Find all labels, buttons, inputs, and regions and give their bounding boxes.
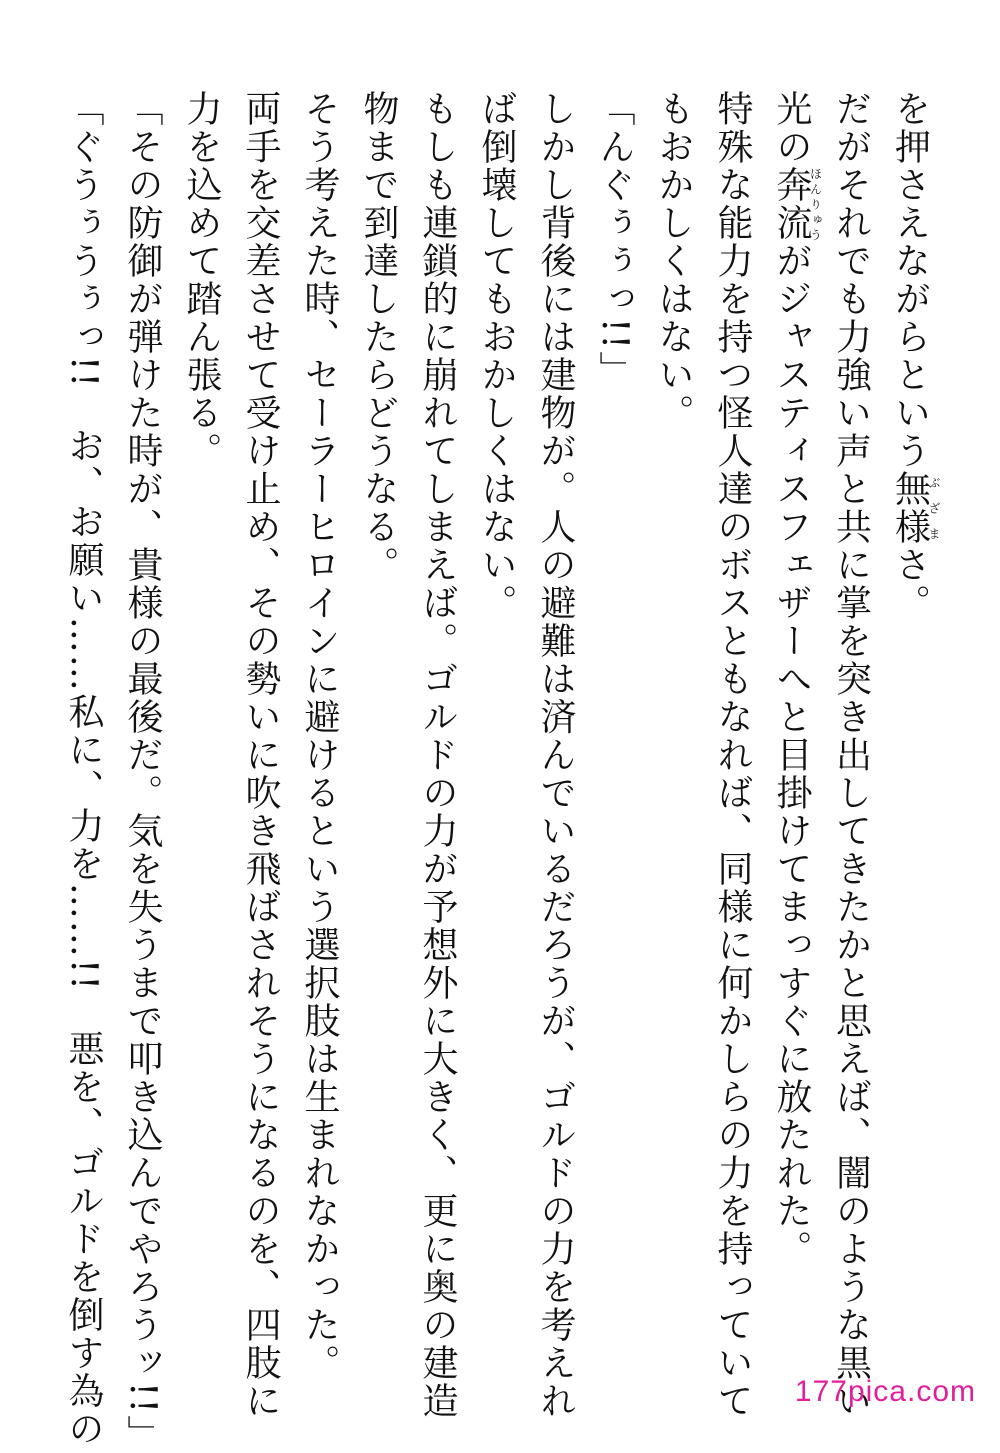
ruby-base: 無様: [889, 470, 931, 546]
line-text: 「ぐうぅうぅっ!! お、お願い……私に、力を……!! 悪を、ゴルドを倒す為の: [63, 90, 104, 1448]
text-line-3: [762, 90, 822, 1370]
text-line-6: [585, 90, 644, 1370]
text-line-13: [172, 90, 231, 1370]
line-text: ば倒壊してもおかしくはない。: [476, 90, 517, 622]
text-line-1: [881, 90, 941, 1370]
line-text: 力を込めて踏ん張る。: [181, 90, 222, 470]
site-watermark: 177pica.com: [794, 1375, 976, 1408]
text-line-5: [644, 90, 703, 1370]
text-line-2: [822, 90, 881, 1420]
text-line-12: [231, 90, 290, 1420]
line-text: さ。: [889, 546, 931, 622]
text-line-7: [526, 90, 585, 1420]
line-text: もおかしくはない。: [653, 90, 694, 432]
line-text: 物まで到達したらどうなる。: [358, 90, 399, 584]
ruby-annotation: [771, 166, 823, 242]
ruby-reading: ほんりゅう: [808, 166, 823, 242]
text-line-11: [290, 90, 349, 1382]
line-text: 両手を交差させて受け止め、その勢いに吹き飛ばされそうになるのを、四肢に: [240, 90, 281, 1420]
ruby-base: 奔流: [771, 166, 812, 242]
line-text: 「その防御が弾けた時が、貴様の最後だ。気を失うまで叩き込んでやろうッ!!」: [122, 90, 163, 1453]
text-line-9: [408, 90, 467, 1420]
line-text: 「んぐぅぅっ!!」: [594, 90, 635, 389]
ruby-annotation: [889, 470, 941, 546]
line-text: がジャスティスフェザーへと目掛けてまっすぐに放たれた。: [771, 242, 812, 1268]
line-text: 特殊な能力を持つ怪人達のボスともなれば、同様に何かしらの力を持っていて: [712, 90, 753, 1420]
line-text: を押さえながらという: [889, 90, 931, 470]
line-text: しかし背後には建物が。人の避難は済んでいるだろうが、ゴルドの力を考えれ: [535, 90, 576, 1420]
text-line-4: [703, 90, 762, 1420]
ruby-reading: ぶざま: [927, 470, 941, 546]
line-text: 光の: [771, 90, 812, 166]
line-text: だがそれでも力強い声と共に掌を突き出してきたかと思えば、闇のような黒い: [830, 90, 872, 1420]
text-line-10: [349, 90, 408, 1370]
text-line-14: [113, 90, 172, 1453]
text-line-15: [54, 90, 113, 1448]
line-text: そう考えた時、セーラーヒロインに避けるという選択肢は生まれなかった。: [299, 90, 340, 1382]
text-line-8: [467, 90, 526, 1370]
line-text: もしも連鎖的に崩れてしまえば。ゴルドの力が予想外に大きく、更に奥の建造: [417, 90, 458, 1420]
